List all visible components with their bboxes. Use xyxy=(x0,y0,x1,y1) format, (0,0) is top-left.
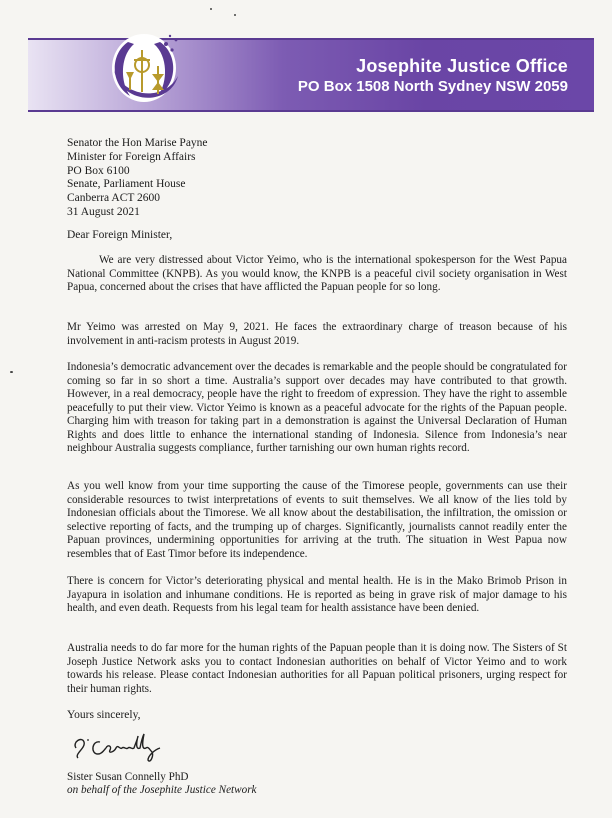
closing: Yours sincerely, xyxy=(67,709,141,721)
body-paragraph: There is concern for Victor’s deteriorating physical and mental health. He is in the Mako Brimob Prison in Jayapura in isolation and inhumane conditions. He is reported as being in grave risk of major damage to his health, and even death. Requests from his legal team for health assistance have been denied. xyxy=(67,575,567,614)
signer-name: Sister Susan Connelly PhD xyxy=(67,771,189,783)
recipient-line: Senate, Parliament House xyxy=(67,178,186,191)
recipient-line: Senator the Hon Marise Payne xyxy=(67,137,208,149)
body-paragraph: Australia needs to do far more for the human rights of the Papuan people than it is doing now. The Sisters of St Joseph Justice Network asks you to contact Indonesian authorities on behalf of Victor Yeimo and to work towards his release. Please contact Indonesian authorities for all Papuan political prisoners, urging respect for their human rights. xyxy=(67,642,567,695)
scan-speck xyxy=(10,371,13,373)
recipient-line: PO Box 6100 xyxy=(67,164,130,177)
letter-date: 31 August 2021 xyxy=(67,205,140,218)
body-paragraph: Mr Yeimo was arrested on May 9, 2021. He faces the extraordinary charge of treason because of his involvement in anti-racism protests in August 2019. xyxy=(67,321,567,347)
signer-role: on behalf of the Josephite Justice Network xyxy=(67,784,257,796)
josephite-logo-icon xyxy=(100,20,194,114)
recipient-address xyxy=(67,137,208,220)
body-paragraph: As you well know from your time supporting the cause of the Timorese people, governments can use their considerable resources to twist interpretations of events to suit themselves. We all know of the lies told by Indonesian officials about the Timorese. We all know about the destabilisation, the infiltration, the omission or selective reporting of facts, and the trumping up of charges. Significantly, journalists cannot readily enter the Papuan provinces, undermining opportunities for arriving at the truth. The situation in West Papua now resembles that of East Timor before its independence. xyxy=(67,480,567,560)
org-name: Josephite Justice Office xyxy=(356,56,568,76)
org-address: PO Box 1508 North Sydney NSW 2059 xyxy=(297,78,568,95)
body-paragraph: We are very distressed about Victor Yeimo, who is the international spokesperson for the West Papua National Committee (KNPB). As you would know, the KNPB is a peaceful civil society organisation in West Papua, concerned about the crises that have afflicted the Papuan people for so long. xyxy=(67,254,567,293)
scan-speck xyxy=(210,8,212,10)
body-paragraph: Indonesia’s democratic advancement over the decades is remarkable and the people should be congratulated for coming so far in so short a time. Australia’s support over decades may have contributed to that growth. However, in a real democracy, people have the right to freedom of expression. They have the right to assemble peacefully to put their view. Victor Yeimo is known as a peaceful advocate for the rights of the Papuan people. Charging him with treason for taking part in a demonstration is against the Universal Declaration of Human Rights and does little to enhance the international standing of Indonesia. Silence from Indonesia’s near neighbour Australia suggests compliance, further tarnishing our own human rights record. xyxy=(67,361,567,454)
handwritten-signature xyxy=(70,728,180,768)
recipient-line: Minister for Foreign Affairs xyxy=(67,150,196,163)
scan-speck xyxy=(234,14,236,16)
recipient-line: Canberra ACT 2600 xyxy=(67,192,161,205)
salutation: Dear Foreign Minister, xyxy=(67,229,173,241)
